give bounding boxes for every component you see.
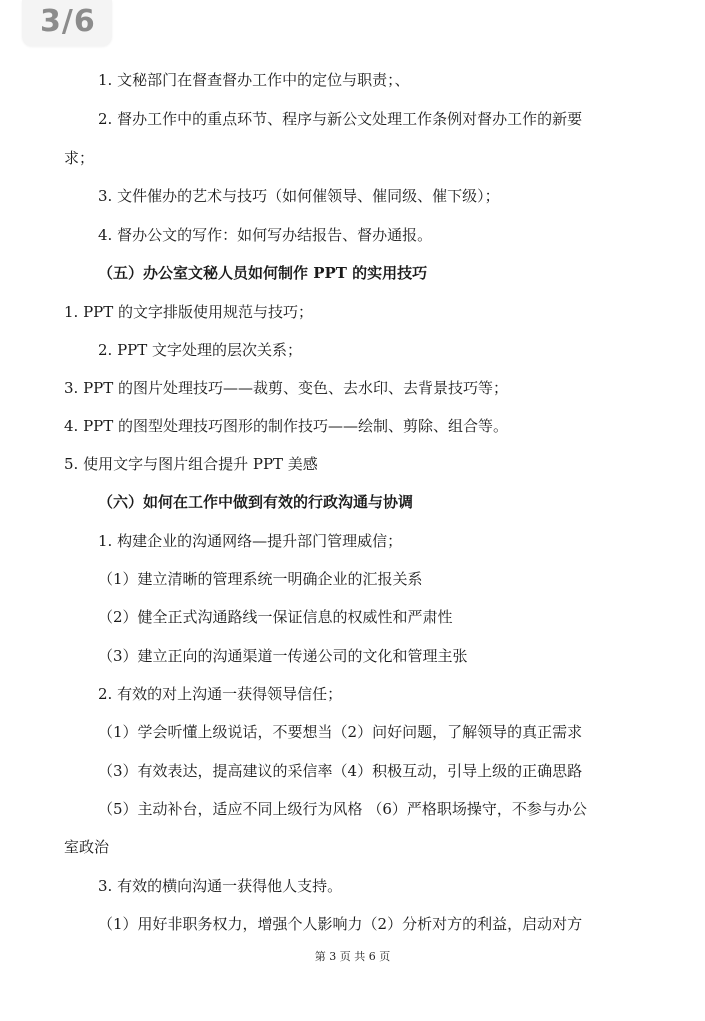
list-item: （3）有效表达，提高建议的采信率（4）积极互动，引导上级的正确思路 [98,762,583,780]
section-heading: （六）如何在工作中做到有效的行政沟通与协调 [98,493,414,511]
list-item: 4. PPT 的图型处理技巧图形的制作技巧——绘制、剪除、组合等。 [64,417,509,435]
list-item: 1. PPT 的文字排版使用规范与技巧； [64,303,314,321]
list-item: （2）健全正式沟通路线一保证信息的权威性和严肃性 [98,608,453,626]
page-indicator: 3/6 [40,4,96,39]
page-indicator-badge [22,0,112,46]
list-item: （3）建立正向的沟通渠道一传递公司的文化和管理主张 [98,647,468,665]
list-item: 2. 督办工作中的重点环节、程序与新公文处理工作条例对督办工作的新要 [98,110,583,128]
list-item: 4. 督办公文的写作：如何写办结报告、督办通报。 [98,226,433,244]
section-heading: （五）办公室文秘人员如何制作 PPT 的实用技巧 [98,264,428,282]
list-item: 3. 文件催办的艺术与技巧（如何催领导、催同级、催下级）； [98,187,500,205]
list-item: 5. 使用文字与图片组合提升 PPT 美感 [64,455,318,473]
list-item: 2. 有效的对上沟通一获得领导信任； [98,685,343,703]
list-item: 求； [64,149,95,167]
list-item: 1. 文秘部门在督查督办工作中的定位与职责；、 [98,71,410,89]
list-item: （1）学会听懂上级说话，不要想当（2）问好问题，了解领导的真正需求 [98,723,583,741]
page-footer: 第 3 页 共 6 页 [314,950,391,963]
list-item: 1. 构建企业的沟通网络—提升部门管理威信； [98,532,403,550]
list-item: 3. PPT 的图片处理技巧——裁剪、变色、去水印、去背景技巧等； [64,379,509,397]
list-item: 3. 有效的横向沟通一获得他人支持。 [98,877,343,895]
list-item: （1）用好非职务权力，增强个人影响力（2）分析对方的利益，启动对方 [98,915,583,933]
list-item: （5）主动补台，适应不同上级行为风格 （6）严格职场操守，不参与办公 [98,800,587,818]
list-item: 2. PPT 文字处理的层次关系； [98,341,303,359]
list-item: 室政治 [64,838,110,856]
list-item: （1）建立清晰的管理系统一明确企业的汇报关系 [98,570,423,588]
